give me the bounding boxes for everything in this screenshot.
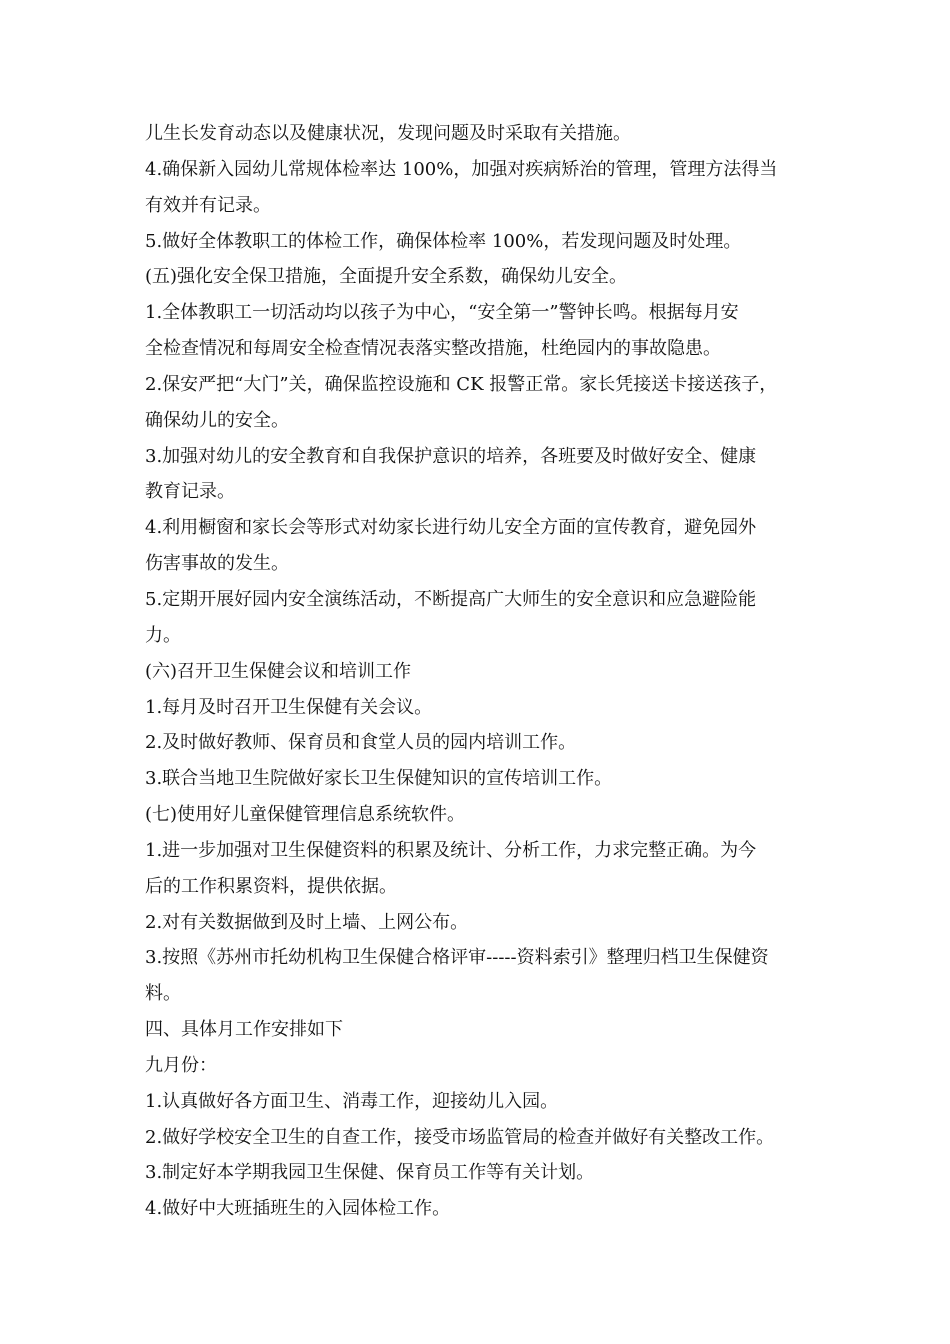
text-line: 全检查情况和每周安全检查情况表落实整改措施，杜绝园内的事故隐患。 [145, 338, 721, 360]
section-heading: (五)强化安全保卫措施，全面提升安全系数，确保幼儿安全。 [145, 266, 628, 288]
text-line: 3.按照《苏州市托幼机构卫生保健合格评审-----资料索引》整理归档卫生保健资 [145, 947, 769, 969]
text-line: 3.联合当地卫生院做好家长卫生保健知识的宣传培训工作。 [145, 768, 613, 790]
text-line: 2.对有关数据做到及时上墙、上网公布。 [145, 911, 469, 933]
section-heading: (七)使用好儿童保健管理信息系统软件。 [145, 804, 466, 826]
text-line: 1.全体教职工一切活动均以孩子为中心，“安全第一”警钟长鸣。根据每月安 [145, 302, 739, 324]
text-line: 力。 [145, 624, 181, 646]
text-line: 2.做好学校安全卫生的自查工作，接受市场监管局的检查并做好有关整改工作。 [145, 1126, 775, 1148]
month-heading: 九月份： [145, 1054, 217, 1076]
text-line: 2.保安严把“大门”关，确保监控设施和 CK 报警正常。家长凭接送卡接送孩子， [145, 373, 778, 395]
text-line: 教育记录。 [145, 481, 235, 503]
text-line: 4.利用橱窗和家长会等形式对幼家长进行幼儿安全方面的宣传教育，避免园外 [145, 517, 757, 539]
text-line: 4.确保新入园幼儿常规体检率达 100%，加强对疾病矫治的管理，管理方法得当 [145, 158, 778, 180]
text-line: 1.每月及时召开卫生保健有关会议。 [145, 696, 433, 718]
text-line: 2.及时做好教师、保育员和食堂人员的园内培训工作。 [145, 732, 577, 754]
text-line: 1.认真做好各方面卫生、消毒工作，迎接幼儿入园。 [145, 1090, 559, 1112]
section-heading: 四、具体月工作安排如下 [145, 1019, 343, 1041]
text-line: 5.定期开展好园内安全演练活动，不断提高广大师生的安全意识和应急避险能 [145, 588, 757, 610]
text-line: 3.制定好本学期我园卫生保健、保育员工作等有关计划。 [145, 1162, 595, 1184]
text-line: 后的工作积累资料，提供依据。 [145, 875, 397, 897]
text-line: 伤害事故的发生。 [145, 553, 289, 575]
text-line: 4.做好中大班插班生的入园体检工作。 [145, 1198, 451, 1220]
text-line: 料。 [145, 983, 181, 1005]
text-line: 确保幼儿的安全。 [145, 409, 289, 431]
document-page [145, 116, 825, 1227]
text-line: 5.做好全体教职工的体检工作，确保体检率 100%，若发现问题及时处理。 [145, 230, 742, 252]
section-heading: (六)召开卫生保健会议和培训工作 [145, 660, 412, 682]
text-line: 3.加强对幼儿的安全教育和自我保护意识的培养，各班要及时做好安全、健康 [145, 445, 757, 467]
text-line: 儿生长发育动态以及健康状况，发现问题及时采取有关措施。 [145, 123, 631, 144]
text-line: 有效并有记录。 [145, 194, 271, 216]
text-line: 1.进一步加强对卫生保健资料的积累及统计、分析工作，力求完整正确。为今 [145, 839, 757, 861]
